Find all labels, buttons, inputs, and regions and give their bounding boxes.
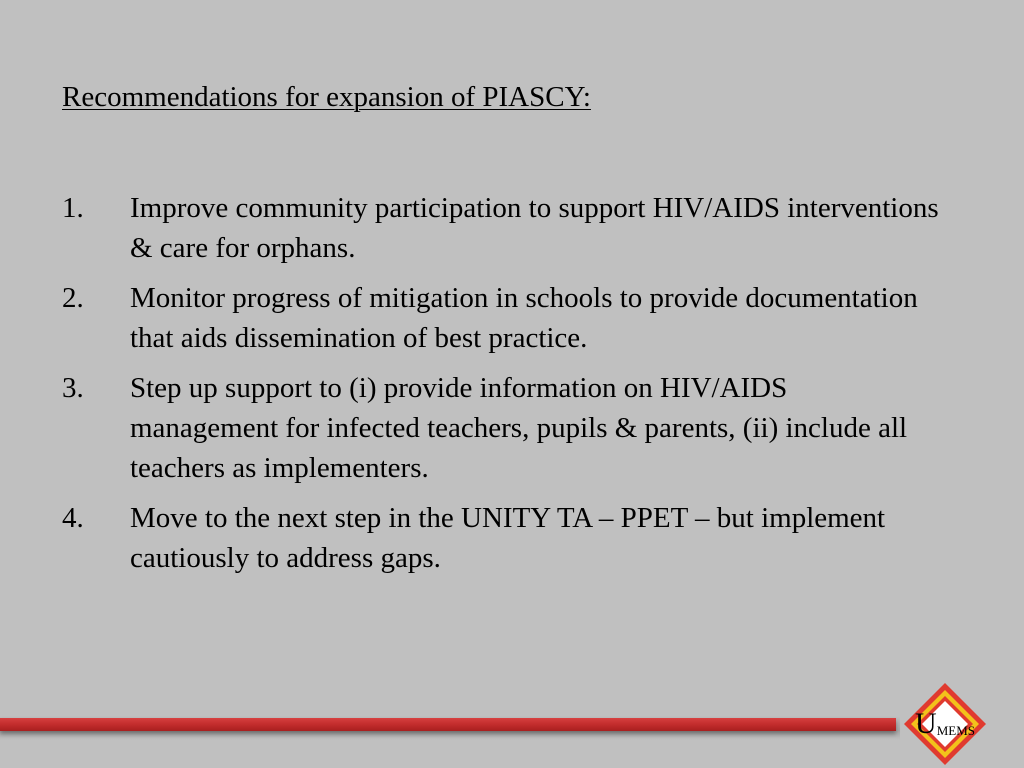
- list-item-text: Step up support to (i) provide information on HIV/AIDS management for infected teachers, pupils & parents, (ii) include all teachers as implementers.: [130, 372, 908, 484]
- footer-accent-bar: [0, 718, 896, 731]
- list-item-number: 3.: [62, 372, 84, 404]
- list-item: [62, 498, 942, 578]
- list-item-number: 4.: [62, 502, 84, 534]
- slide-heading: Recommendations for expansion of PIASCY:: [62, 81, 591, 113]
- list-item-text: Monitor progress of mitigation in schools to provide documentation that aids dissemination of best practice.: [130, 282, 918, 354]
- recommendations-list: [62, 188, 942, 588]
- list-item: [62, 278, 942, 358]
- logo-rest-text: MEMS: [936, 722, 975, 738]
- list-item-number: 2.: [62, 282, 84, 314]
- list-item-number: 1.: [62, 192, 84, 224]
- umems-logo: [902, 681, 988, 767]
- list-item-text: Move to the next step in the UNITY TA – PPET – but implement cautiously to address gaps.: [130, 502, 886, 574]
- list-item: [62, 188, 942, 268]
- list-item-text: Improve community participation to support HIV/AIDS interventions & care for orphans.: [130, 192, 939, 264]
- list-item: [62, 368, 942, 488]
- logo-wordmark: [902, 681, 988, 767]
- logo-initial: U: [915, 707, 937, 740]
